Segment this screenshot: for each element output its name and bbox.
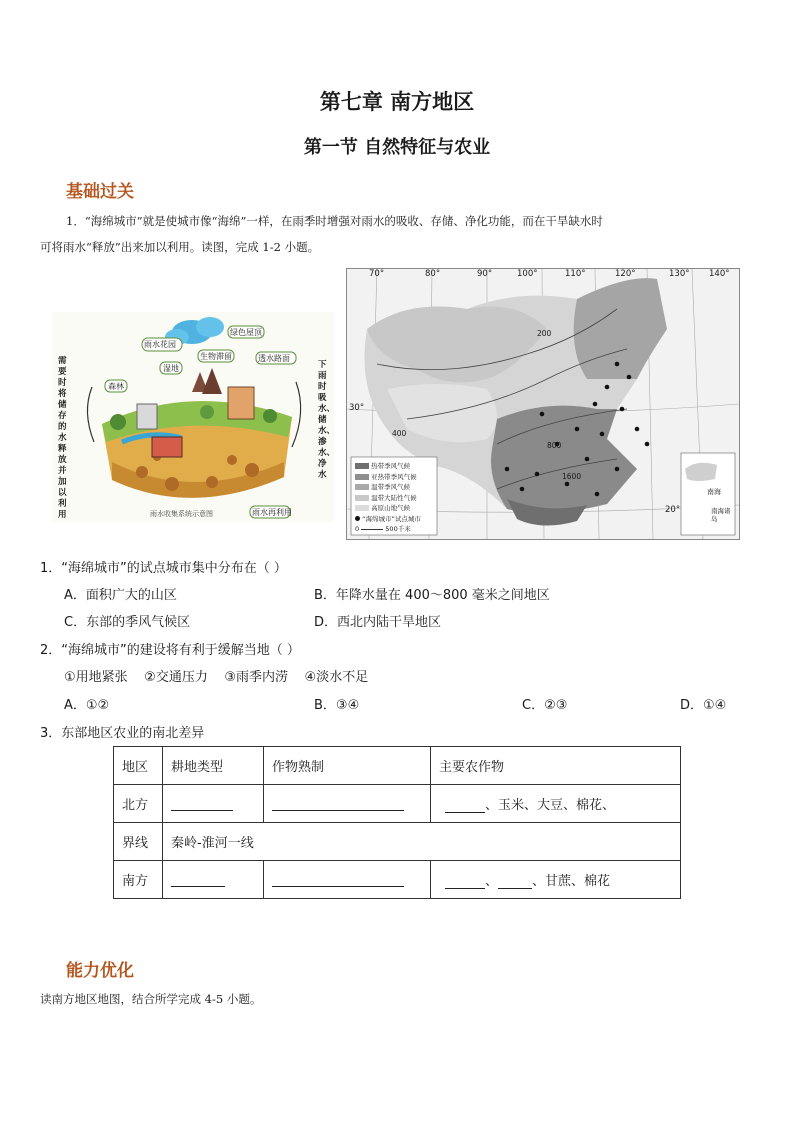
contour-label: 800	[547, 441, 562, 450]
boundary-label-cell: 界线	[114, 823, 163, 861]
label-bio-retention: 生物滞留	[200, 352, 232, 361]
q2-option-c[interactable]: C．②③	[522, 698, 568, 713]
label-green-roof: 绿色屋顶	[230, 328, 262, 337]
table-header-cell: 地区	[114, 747, 163, 785]
label-wetland: 湿地	[163, 364, 179, 373]
blank-cell[interactable]	[163, 861, 264, 899]
q1-option-b[interactable]: B．年降水量在 400～800 毫米之间地区	[314, 588, 550, 603]
blank-cell[interactable]	[163, 785, 264, 823]
crops-cell[interactable]	[431, 861, 681, 899]
lon-label: 100°	[517, 269, 538, 279]
q1-option-c[interactable]: C．东部的季风气候区	[64, 615, 191, 630]
section-label-basic: 基础过关	[66, 182, 134, 202]
q2-items: ①用地紧张 ②交通压力 ③雨季内涝 ④淡水不足	[64, 670, 369, 685]
q2-option-b[interactable]: B．③④	[314, 698, 360, 713]
intro-line-2: 可将雨水“释放”出来加以利用。读图，完成 1-2 小题。	[40, 240, 320, 254]
table-header-cell: 耕地类型	[163, 747, 264, 785]
section-label-advanced: 能力优化	[66, 961, 134, 981]
lon-label: 120°	[615, 269, 636, 279]
city-dot-icon	[355, 516, 360, 521]
region-cell: 南方	[114, 861, 163, 899]
lat-label: 20°	[665, 505, 681, 515]
q1-option-d[interactable]: D．西北内陆干旱地区	[314, 615, 442, 630]
q3-stem: 3．东部地区农业的南北差异	[40, 726, 205, 741]
intro-line-1: 1．“海绵城市”就是使城市像“海绵”一样，在雨季时增强对雨水的吸收、存储、净化功能，而在干旱缺水时	[66, 214, 603, 228]
chapter-title: 第七章 南方地区	[319, 90, 475, 114]
sponge-city-diagram	[52, 312, 334, 522]
legend-swatch	[355, 484, 369, 490]
lon-label: 130°	[669, 269, 690, 279]
legend-swatch	[355, 463, 369, 469]
section-title: 第一节 自然特征与农业	[303, 137, 491, 158]
legend-item: 亚热带季风气候	[355, 472, 421, 483]
lon-label: 140°	[709, 269, 730, 279]
lon-label: 110°	[565, 269, 586, 279]
blank-cell[interactable]	[264, 785, 431, 823]
legend-item: 温带大陆性气候	[355, 493, 421, 504]
legend-item: 温带季风气候	[355, 482, 421, 493]
legend-item: 热带季风气候	[355, 461, 421, 472]
map-scale: 0 500千米	[355, 525, 411, 533]
figure-left-caption: 雨水收集系统示意图	[150, 510, 213, 518]
lon-label: 80°	[425, 269, 441, 279]
section2-intro: 读南方地区地图，结合所学完成 4-5 小题。	[40, 992, 262, 1006]
q1-option-a[interactable]: A．面积广大的山区	[64, 588, 177, 603]
map-legend	[355, 461, 421, 535]
label-absorb-vertical: 下雨时吸水、储水、渗水、净水	[318, 360, 336, 480]
lon-label: 90°	[477, 269, 493, 279]
legend-swatch	[355, 505, 369, 511]
legend-item: “海绵城市”试点城市	[355, 514, 421, 525]
q1-stem: 1．“海绵城市”的试点城市集中分布在（ ）	[40, 561, 287, 576]
legend-swatch	[355, 474, 369, 480]
legend-swatch	[355, 495, 369, 501]
region-cell: 北方	[114, 785, 163, 823]
label-reuse: 雨水再利用	[252, 508, 292, 517]
crops-cell[interactable]	[431, 785, 681, 823]
label-rain-garden: 雨水花园	[144, 340, 176, 349]
inset-sea-label: 南海	[707, 488, 721, 496]
contour-label: 1600	[562, 472, 582, 481]
contour-label: 200	[537, 329, 552, 338]
label-forest: 森林	[108, 382, 124, 391]
q2-option-d[interactable]: D．①④	[680, 698, 727, 713]
table-header-row	[114, 747, 681, 785]
agriculture-table	[113, 746, 681, 899]
climate-map	[346, 268, 740, 540]
contour-label: 400	[392, 429, 407, 438]
table-row	[114, 823, 681, 861]
table-row	[114, 785, 681, 823]
inset-label: 南海诸岛	[711, 507, 731, 523]
boundary-value-cell: 秦岭-淮河一线	[163, 823, 681, 861]
table-header-cell: 作物熟制	[264, 747, 431, 785]
table-header-cell: 主要农作物	[431, 747, 681, 785]
crops-text: 、甘蔗、棉花	[532, 874, 611, 889]
blank-cell[interactable]	[264, 861, 431, 899]
legend-item: 高原山地气候	[355, 503, 421, 514]
lon-label: 70°	[369, 269, 385, 279]
label-release-vertical: 需要时将储存的水释放并加以利用	[58, 356, 67, 520]
q2-stem: 2．“海绵城市”的建设将有利于缓解当地（ ）	[40, 643, 300, 658]
lat-label: 30°	[349, 403, 365, 413]
label-permeable-road: 透水路面	[258, 354, 290, 363]
q2-option-a[interactable]: A．①②	[64, 698, 110, 713]
crops-text: 、玉米、大豆、棉花、	[485, 798, 616, 813]
crops-sep: 、	[485, 874, 499, 889]
table-row	[114, 861, 681, 899]
